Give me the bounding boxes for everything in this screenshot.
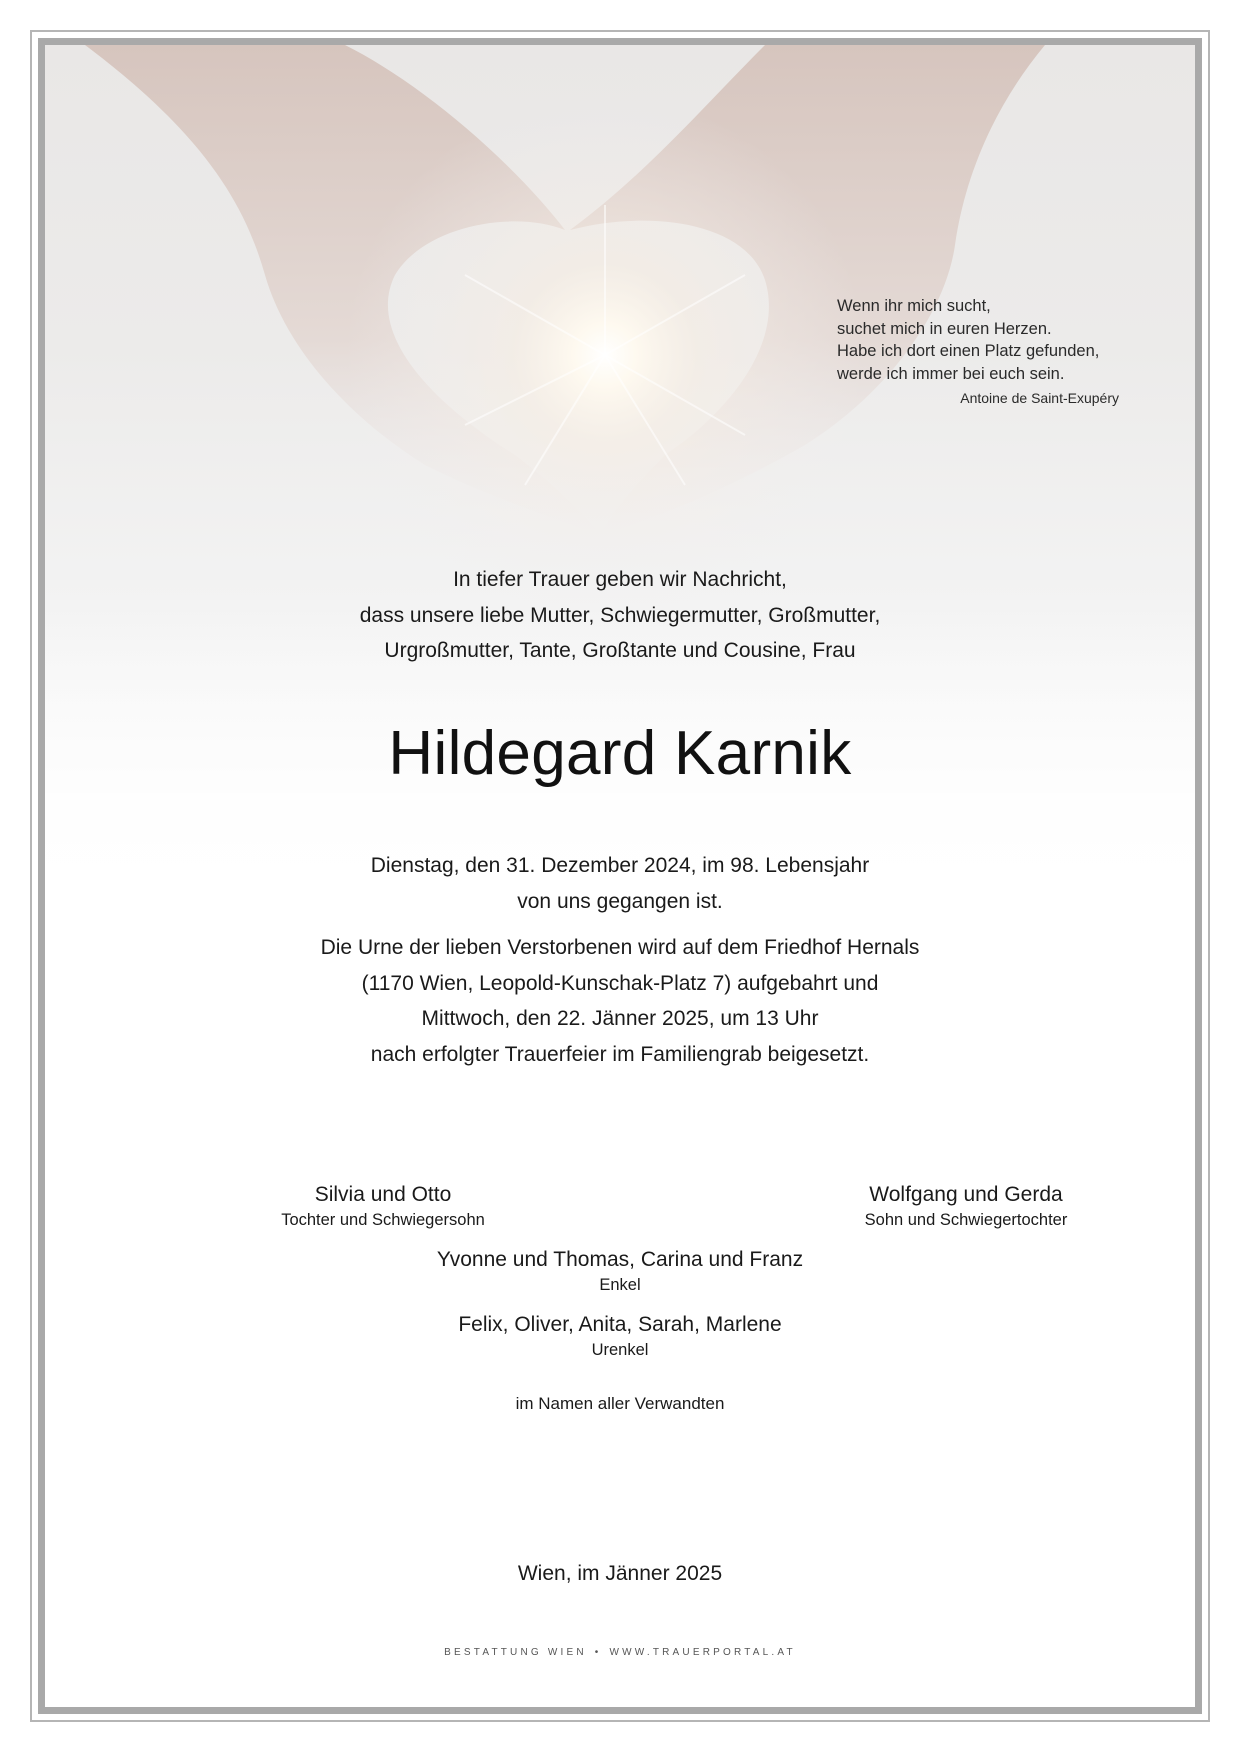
footer-separator: • bbox=[594, 1647, 602, 1658]
intro-line: dass unsere liebe Mutter, Schwiegermutter, Großmutter, bbox=[359, 603, 881, 627]
mourner-relation: Urenkel bbox=[591, 1341, 649, 1359]
footer-website-link[interactable]: WWW.TRAUERPORTAL.AT bbox=[609, 1647, 796, 1658]
quote-line: werde ich immer bei euch sein. bbox=[837, 364, 1065, 383]
poem-quote bbox=[837, 295, 1167, 410]
closing-note: im Namen aller Verwandten bbox=[515, 1394, 725, 1413]
mourner-names: Silvia und Otto bbox=[314, 1183, 452, 1206]
burial-details bbox=[45, 930, 1195, 1072]
intro-line: Urgroßmutter, Tante, Großtante und Cousine, Frau bbox=[384, 639, 856, 662]
mourner-names: Yvonne und Thomas, Carina und Franz bbox=[436, 1248, 804, 1271]
mourner-son bbox=[756, 1181, 1176, 1231]
death-line: Dienstag, den 31. Dezember 2024, im 98. Lebensjahr bbox=[370, 854, 870, 877]
mourner-relation: Enkel bbox=[599, 1276, 641, 1294]
quote-author: Antoine de Saint-Exupéry bbox=[960, 390, 1119, 406]
footer-company: BESTATTUNG WIEN bbox=[444, 1647, 587, 1658]
quote-line: Habe ich dort einen Platz gefunden, bbox=[837, 342, 1100, 360]
mourner-grandchildren bbox=[410, 1246, 830, 1296]
burial-line: nach erfolgter Trauerfeier im Familiengrab beigesetzt. bbox=[370, 1042, 870, 1066]
announcement-intro bbox=[45, 562, 1195, 669]
burial-line: (1170 Wien, Leopold-Kunschak-Platz 7) aufgebahrt und bbox=[361, 971, 879, 995]
mourner-names: Wolfgang und Gerda bbox=[869, 1183, 1063, 1206]
mourner-daughter bbox=[173, 1181, 593, 1231]
footer-credit bbox=[45, 1647, 1195, 1658]
place-and-date: Wien, im Jänner 2025 bbox=[517, 1562, 723, 1585]
death-line: von uns gegangen ist. bbox=[517, 889, 723, 913]
mourner-relation: Tochter und Schwiegersohn bbox=[281, 1211, 485, 1229]
death-date-text bbox=[45, 848, 1195, 919]
mourner-great-grandchildren bbox=[410, 1311, 830, 1361]
deceased-name: Hildegard Karnik bbox=[388, 719, 852, 788]
quote-line: suchet mich in euren Herzen. bbox=[837, 319, 1052, 338]
burial-line: Mittwoch, den 22. Jänner 2025, um 13 Uhr bbox=[421, 1007, 819, 1030]
mourner-relation: Sohn und Schwiegertochter bbox=[864, 1211, 1068, 1229]
quote-line: Wenn ihr mich sucht, bbox=[837, 297, 991, 315]
burial-line: Die Urne der lieben Verstorbenen wird auf dem Friedhof Hernals bbox=[320, 936, 920, 959]
intro-line: In tiefer Trauer geben wir Nachricht, bbox=[453, 568, 787, 591]
mourner-names: Felix, Oliver, Anita, Sarah, Marlene bbox=[458, 1313, 782, 1336]
